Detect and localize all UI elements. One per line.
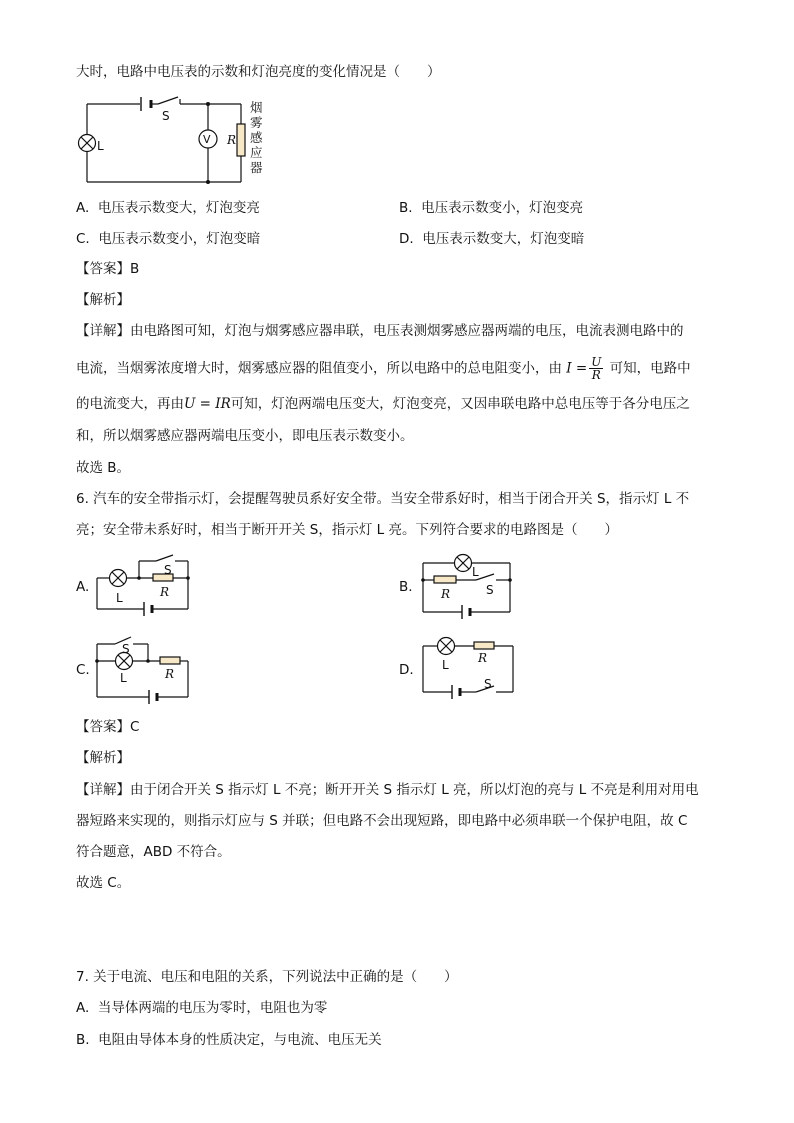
q6-a-switch-label: S xyxy=(164,563,172,577)
q5-detail-line4: 和，所以烟雾感应器两端电压变小，即电压表示数变小。 xyxy=(76,428,414,444)
q6-d-resistor-label: R xyxy=(478,651,488,665)
q5-detail-line3: 的电流变大，再由U = IR可知，灯泡两端电压变大，灯泡变亮，又因串联电路中总电压等于各分电压之 xyxy=(76,396,690,412)
q5-option-a: A. 电压表示数变大，灯泡变亮 xyxy=(76,200,260,216)
q5-sensor-resistor xyxy=(237,124,245,156)
q6-detail-line1: 【详解】由于闭合开关 S 指示灯 L 不亮；断开开关 S 指示灯 L 亮，所以灯泡的亮与 L 不亮是利用对用电 xyxy=(76,782,699,798)
q6-option-d-letter: D. xyxy=(399,662,414,678)
q6-b-lamp-label: L xyxy=(472,565,479,579)
q6-option-a-letter: A. xyxy=(76,579,90,595)
q6-c-resistor-label: R xyxy=(165,667,175,681)
q6-c-resistor xyxy=(160,657,180,664)
q6-conclusion: 故选 C。 xyxy=(76,875,131,891)
q6-b-resistor xyxy=(434,576,456,583)
q6-b-switch-label: S xyxy=(486,583,494,597)
q6-analysis-heading: 【解析】 xyxy=(76,750,130,766)
q5-option-b: B. 电压表示数变小，灯泡变亮 xyxy=(399,200,584,216)
q5-option-c: C. 电压表示数变小，灯泡变暗 xyxy=(76,231,261,247)
q5-resistor-label: R xyxy=(227,133,237,147)
q5-conclusion: 故选 B。 xyxy=(76,460,131,476)
q5-answer: 【答案】B xyxy=(76,261,140,277)
q5-stem: 大时，电路中电压表的示数和灯泡亮度的变化情况是（ ） xyxy=(76,64,441,80)
q6-stem-line1: 6. 汽车的安全带指示灯，会提醒驾驶员系好安全带。当安全带系好时，相当于闭合开关 S，指示灯 L 不 xyxy=(76,491,690,507)
q6-option-b-letter: B. xyxy=(399,579,413,595)
q6-d-lamp-icon xyxy=(438,638,455,655)
q6-c-lamp-label: L xyxy=(120,671,127,685)
q6-answer: 【答案】C xyxy=(76,719,140,735)
q7-option-b: B. 电阻由导体本身的性质决定，与电流、电压无关 xyxy=(76,1032,382,1048)
q6-a-lamp-label: L xyxy=(116,591,123,605)
q5-option-d: D. 电压表示数变大，灯泡变暗 xyxy=(399,231,585,247)
q5-detail-line1: 【详解】由电路图可知，灯泡与烟雾感应器串联，电压表测烟雾感应器两端的电压，电流表测电路中的 xyxy=(76,323,684,339)
q7-option-a: A. 当导体两端的电压为零时，电阻也为零 xyxy=(76,1000,328,1016)
q7-stem: 7. 关于电流、电压和电阻的关系，下列说法中正确的是（ ） xyxy=(76,969,458,985)
q6-d-switch-label: S xyxy=(484,677,492,691)
q6-detail-line3: 符合题意，ABD 不符合。 xyxy=(76,844,231,860)
q6-circuit-c xyxy=(90,630,200,706)
q6-d-lamp-label: L xyxy=(442,658,449,672)
q6-circuit-b xyxy=(415,550,515,620)
q6-circuit-a xyxy=(90,550,200,616)
q6-circuit-d xyxy=(415,630,520,700)
q6-c-switch-label: S xyxy=(122,642,130,656)
q5-detail-line2: 电流，当烟雾浓度增大时，烟雾感应器的阻值变小，所以电路中的总电阻变小，由 I = $\frac{U}{R}$ 可知，电路中 xyxy=(76,355,691,382)
q6-a-lamp-icon xyxy=(110,570,127,587)
q6-b-lamp-icon xyxy=(455,555,472,572)
q5-analysis-heading: 【解析】 xyxy=(76,292,130,308)
q5-lamp-icon xyxy=(79,135,96,152)
q5-lamp-label: L xyxy=(97,139,104,153)
q5-voltmeter-label: V xyxy=(203,133,211,146)
q5-switch-label: S xyxy=(162,109,170,123)
q6-stem-line2: 亮；安全带未系好时，相当于断开开关 S，指示灯 L 亮。下列符合要求的电路图是（ ） xyxy=(76,522,618,538)
q6-b-resistor-label: R xyxy=(441,587,451,601)
q6-a-resistor-label: R xyxy=(160,585,170,599)
q6-option-c-letter: C. xyxy=(76,662,90,678)
q5-sensor-label: 烟 雾 感 应 器 xyxy=(250,100,263,175)
q6-detail-line2: 器短路来实现的，则指示灯应与 S 并联；但电路不会出现短路，即电路中必须串联一个保护电阻，故 C xyxy=(76,813,688,829)
